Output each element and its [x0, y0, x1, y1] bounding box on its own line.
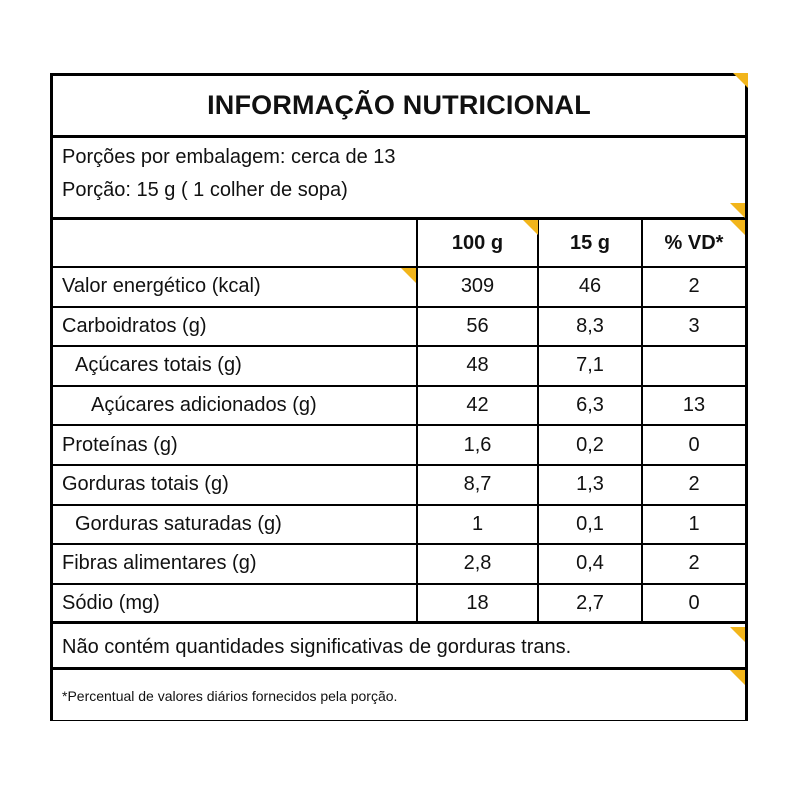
value-vd: 2 [641, 268, 745, 306]
header-nutrient [53, 220, 416, 266]
portions-section [53, 138, 745, 220]
nutrition-table [53, 220, 745, 624]
corner-marker-icon [730, 627, 745, 642]
value-vd: 0 [641, 426, 745, 464]
nutrient-name: Valor energético (kcal) [62, 275, 261, 298]
value-100g: 1 [416, 506, 537, 544]
trans-fat-note [53, 627, 745, 670]
value-15g: 7,1 [537, 347, 641, 385]
daily-value-footnote-text: *Percentual de valores diários fornecidos pela porção. [62, 687, 398, 704]
nutrient-name: Sódio (mg) [62, 591, 160, 614]
nutrient-name: Açúcares totais (g) [75, 354, 242, 377]
value-100g: 42 [416, 387, 537, 425]
value-100g: 1,6 [416, 426, 537, 464]
table-row [53, 545, 745, 585]
value-15g: 1,3 [537, 466, 641, 504]
nutrient-name: Fibras alimentares (g) [62, 552, 257, 575]
nutrient-name: Proteínas (g) [62, 433, 178, 456]
value-15g: 2,7 [537, 585, 641, 622]
value-100g: 309 [416, 268, 537, 306]
table-row [53, 466, 745, 506]
table-row [53, 347, 745, 387]
value-15g: 0,1 [537, 506, 641, 544]
corner-marker-icon [730, 220, 745, 235]
value-15g: 0,2 [537, 426, 641, 464]
table-row [53, 506, 745, 546]
table-row [53, 585, 745, 625]
value-vd: 13 [641, 387, 745, 425]
value-100g: 56 [416, 308, 537, 346]
corner-marker-icon [523, 220, 538, 235]
table-row [53, 268, 745, 308]
value-100g: 8,7 [416, 466, 537, 504]
value-15g: 8,3 [537, 308, 641, 346]
corner-marker-icon [401, 268, 416, 283]
value-15g: 46 [537, 268, 641, 306]
value-15g: 0,4 [537, 545, 641, 583]
corner-marker-icon [730, 203, 745, 218]
value-15g: 6,3 [537, 387, 641, 425]
nutrient-name: Açúcares adicionados (g) [91, 394, 317, 417]
nutrition-facts-label [50, 73, 748, 721]
nutrient-name: Gorduras totais (g) [62, 473, 229, 496]
table-row [53, 426, 745, 466]
nutrient-name: Carboidratos (g) [62, 314, 207, 337]
header-vd: % VD* [641, 220, 745, 266]
value-vd: 3 [641, 308, 745, 346]
table-header-row [53, 220, 745, 268]
label-title: INFORMAÇÃO NUTRICIONAL [207, 90, 591, 120]
header-15g: 15 g [537, 220, 641, 266]
nutrient-name: Gorduras saturadas (g) [75, 512, 282, 535]
value-100g: 2,8 [416, 545, 537, 583]
value-vd: 2 [641, 466, 745, 504]
portions-per-package: Porções por embalagem: cerca de 13 [62, 146, 396, 168]
daily-value-footnote [53, 670, 745, 721]
value-vd: 0 [641, 585, 745, 622]
portion-size: Porção: 15 g ( 1 colher de sopa) [62, 179, 348, 201]
corner-marker-icon [730, 670, 745, 685]
value-vd: 2 [641, 545, 745, 583]
title-row [53, 76, 745, 138]
table-row [53, 308, 745, 348]
header-100g: 100 g [416, 220, 537, 266]
value-100g: 48 [416, 347, 537, 385]
value-100g: 18 [416, 585, 537, 622]
value-vd: 1 [641, 506, 745, 544]
table-row [53, 387, 745, 427]
trans-fat-note-text: Não contém quantidades significativas de gorduras trans. [62, 635, 572, 658]
value-vd [641, 347, 745, 385]
